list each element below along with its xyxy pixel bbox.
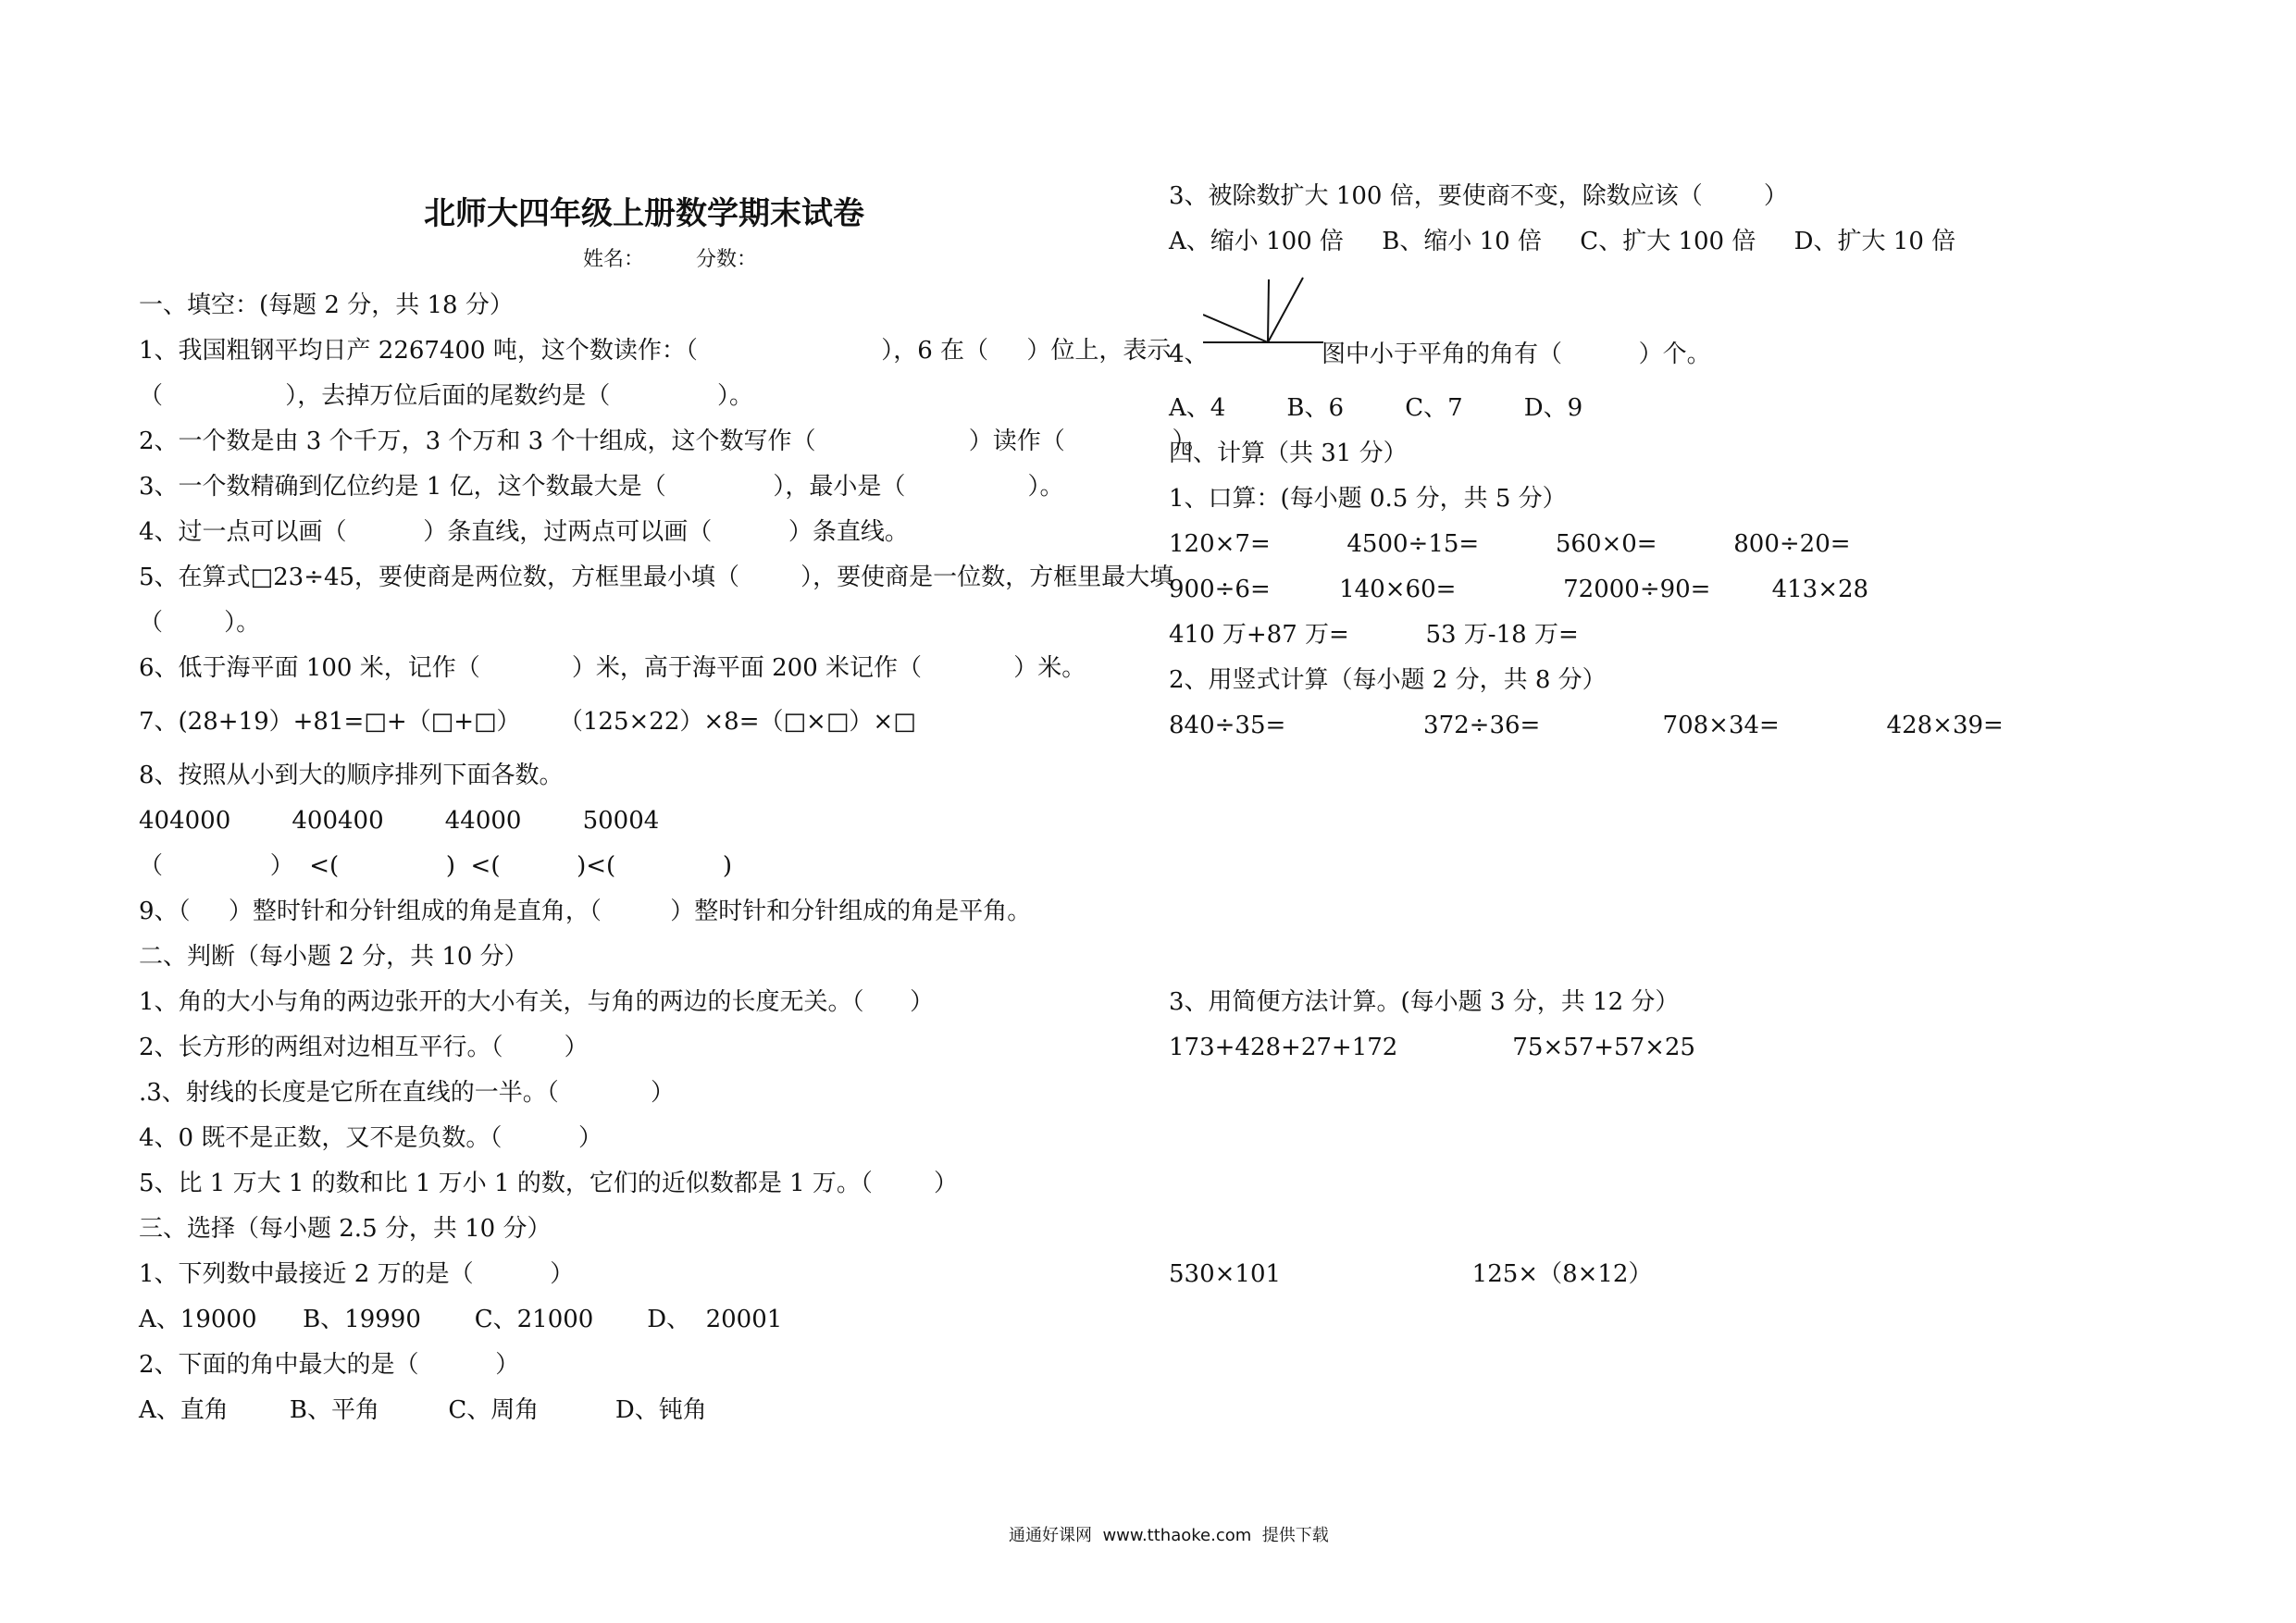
- question-fill-1b: （ ），去掉万位后面的尾数约是（ ）。: [139, 382, 753, 410]
- angle-ray-2: [1268, 279, 1269, 342]
- question-choice-4-number: 4、: [1169, 341, 1209, 368]
- vertical-calc-row: 840÷35= 372÷36= 708×34= 428×39=: [1169, 712, 2004, 739]
- question-fill-5a: 5、在算式□23÷45，要使商是两位数，方框里最小填（ ），要使商是一位数，方框里最大填: [139, 564, 1174, 591]
- question-fill-1a: 1、我国粗钢平均日产 2267400 吨，这个数读作：（ ），6 在（ ）位上，表示: [139, 337, 1172, 365]
- question-fill-9: 9、（ ）整时针和分针组成的角是直角，（ ）整时针和分针组成的角是平角。: [139, 898, 1032, 925]
- question-fill-5b: （ ）。: [139, 609, 261, 637]
- mental-math-row-2: 900÷6= 140×60= 72000÷90= 413×28: [1169, 576, 1869, 603]
- simplified-calc-row-1: 173+428+27+172 75×57+57×25: [1169, 1034, 1695, 1061]
- angle-ray-3: [1268, 278, 1303, 342]
- question-judge-5: 5、比 1 万大 1 的数和比 1 万小 1 的数，它们的近似数都是 1 万。（ ）: [139, 1170, 959, 1197]
- section-choice-heading: 三、选择（每小题 2.5 分，共 10 分）: [139, 1215, 552, 1243]
- question-fill-8-numbers: 404000 400400 44000 50004: [139, 807, 660, 835]
- question-choice-3: 3、被除数扩大 100 倍，要使商不变，除数应该（ ）: [1169, 182, 1788, 210]
- page-title: 北师大四年级上册数学期末试卷: [424, 195, 864, 232]
- angle-ray-1: [1203, 315, 1268, 342]
- question-choice-2: 2、下面的角中最大的是（ ）: [139, 1351, 520, 1379]
- question-choice-1: 1、下列数中最接近 2 万的是（ ）: [139, 1260, 575, 1288]
- mental-math-row-3: 410 万+87 万= 53 万-18 万=: [1169, 621, 1579, 649]
- question-choice-4: 图中小于平角的角有（ ）个。: [1322, 341, 1711, 368]
- footer-source: 通通好课网 www.tthaoke.com 提供下载: [1009, 1526, 1329, 1545]
- question-choice-3-options: A、缩小 100 倍 B、缩小 10 倍 C、扩大 100 倍 D、扩大 10 倍: [1169, 228, 1956, 255]
- question-fill-4: 4、过一点可以画（ ）条直线，过两点可以画（ ）条直线。: [139, 518, 909, 546]
- section-judge-heading: 二、判断（每小题 2 分，共 10 分）: [139, 943, 528, 971]
- question-choice-2-options: A、直角 B、平角 C、周角 D、钝角: [139, 1396, 707, 1424]
- angle-figure: [1203, 276, 1342, 350]
- question-judge-1: 1、角的大小与角的两边张开的大小有关，与角的两边的长度无关。（ ）: [139, 988, 935, 1016]
- question-fill-8: 8、按照从小到大的顺序排列下面各数。: [139, 762, 564, 789]
- section-fill-in-heading: 一、填空：(每题 2 分，共 18 分）: [139, 291, 514, 319]
- question-choice-4-options: A、4 B、6 C、7 D、9: [1169, 394, 1583, 422]
- question-judge-3: .3、射线的长度是它所在直线的一半。（ ）: [139, 1079, 675, 1107]
- question-judge-2: 2、长方形的两组对边相互平行。（ ）: [139, 1034, 589, 1061]
- mental-math-heading: 1、口算：(每小题 0.5 分，共 5 分）: [1169, 485, 1567, 513]
- section-calc-heading: 四、计算（共 31 分）: [1169, 440, 1408, 467]
- question-judge-4: 4、0 既不是正数，又不是负数。（ ）: [139, 1124, 602, 1152]
- mental-math-row-1: 120×7= 4500÷15= 560×0= 800÷20=: [1169, 530, 1851, 558]
- simplified-calc-heading: 3、用简便方法计算。(每小题 3 分，共 12 分）: [1169, 988, 1680, 1016]
- question-fill-6: 6、低于海平面 100 米，记作（ ）米，高于海平面 200 米记作（ ）米。: [139, 654, 1086, 682]
- vertical-calc-heading: 2、用竖式计算（每小题 2 分，共 8 分）: [1169, 666, 1607, 694]
- question-fill-3: 3、一个数精确到亿位约是 1 亿，这个数最大是（ ），最小是（ ）。: [139, 473, 1064, 501]
- question-fill-7: 7、(28+19）+81=□+（□+□） （125×22）×8=（□×□）×□: [139, 708, 916, 736]
- question-fill-2: 2、一个数是由 3 个千万，3 个万和 3 个十组成，这个数写作（ ）读作（ ）。: [139, 427, 1209, 455]
- question-fill-8-blanks: （ ） <( ) <( )<( ): [139, 852, 733, 880]
- question-choice-1-options: A、19000 B、19990 C、21000 D、 20001: [139, 1306, 783, 1333]
- name-score-line: 姓名： 分数：: [583, 248, 757, 271]
- simplified-calc-row-2: 530×101 125×（8×12）: [1169, 1260, 1653, 1288]
